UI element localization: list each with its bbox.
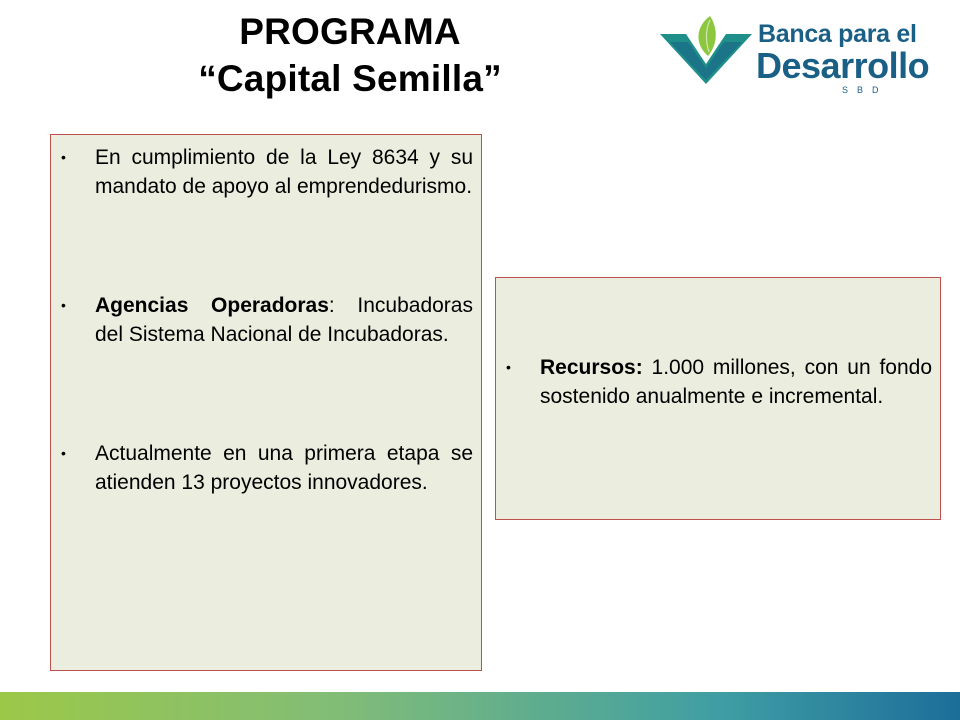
bullet-icon: •	[61, 297, 66, 313]
slide-title	[90, 8, 610, 102]
list-item	[51, 439, 481, 497]
bullet-text: En cumplimiento de la Ley 8634 y su mandato de apoyo al emprendedurismo.	[95, 146, 473, 198]
bullet-icon: •	[61, 445, 66, 461]
bullet-icon: •	[61, 149, 66, 165]
bullet-text: 1.000 millones, con un fondo sostenido anualmente e incremental.	[540, 356, 932, 408]
title-line-1: PROGRAMA	[239, 11, 461, 52]
sbd-logo	[656, 12, 930, 96]
right-content-box	[495, 277, 941, 520]
logo-text-line-1: Banca para el	[758, 20, 917, 48]
list-item	[496, 353, 940, 411]
list-item	[51, 143, 481, 201]
title-line-2: “Capital Semilla”	[198, 58, 502, 99]
left-content-box	[50, 134, 482, 671]
bullet-text: : Incubadoras del Sistema Nacional de Incubadoras.	[95, 294, 473, 346]
bullet-bold-label: Agencias Operadoras	[95, 294, 329, 317]
logo-text-abbrev: SBD	[842, 85, 888, 95]
bullet-text: Actualmente en una primera etapa se atienden 13 proyectos innovadores.	[95, 442, 473, 494]
right-bullet-list	[496, 278, 940, 411]
bullet-icon: •	[506, 359, 511, 375]
bottom-gradient-bar	[0, 692, 960, 720]
logo-text-line-2: Desarrollo	[756, 45, 930, 86]
left-bullet-list	[51, 135, 481, 497]
bullet-bold-label: Recursos:	[540, 356, 643, 379]
list-item	[51, 291, 481, 349]
leaf-logo-icon	[658, 12, 754, 84]
